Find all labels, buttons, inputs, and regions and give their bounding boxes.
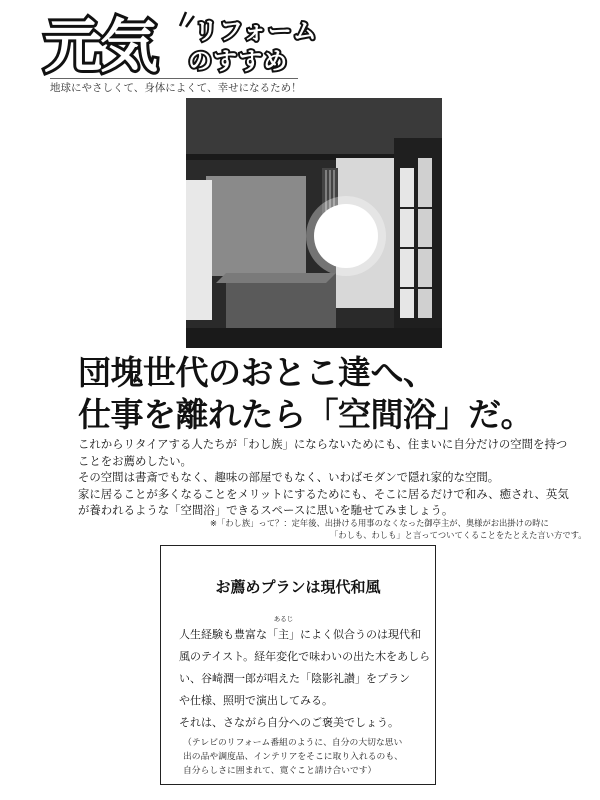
recommendation-box [160,545,436,785]
footnote-line: 「わしも、わしも」と言ってついてくることをたとえた言い方です。 [330,530,587,540]
box-line-text: 」によく似合うのは現代和 [289,628,421,641]
headline [78,352,578,436]
box-body [179,615,431,734]
logo-kanji: 元気 [44,12,157,80]
body-paragraph: その空間は書斎でもなく、趣味の部屋でもなく、いわばモダンで隠れ家的な空間。 [78,470,500,484]
tagline: 地球にやさしくて、身体によくて、幸せになるため！ [50,78,298,95]
box-title: お薦めプランは現代和風 [215,578,381,596]
ruby [273,615,294,646]
headline-line1: 団塊世代のおとこ達へ、 [78,353,436,392]
box-line: い、谷崎潤一郎が唱えた「陰影礼讃」をプラン [179,672,410,685]
room-photo [186,98,442,348]
box-line: や仕様、照明で演出してみる。 [179,694,333,707]
box-line: それは、さながら自分へのご褒美でしょう。 [179,716,399,729]
box-line: 風のテイスト。経年変化で味わいの出た木をあしら [179,650,431,663]
box-note [183,736,423,778]
body-paragraph: これからリタイアする人たちが「わし族」にならないためにも、住まいに自分だけの空間を持つことをお薦めしたい。 [78,437,568,468]
body-paragraph: 家に居ることが多くなることをメリットにするためにも、そこに居るだけで和み、癒され、英気が養われるような「空間浴」できるスペースに思いを馳せてみましょう。 [78,486,569,517]
logo-reform: リフォーム [194,17,318,45]
box-line [179,615,425,646]
box-note-line: （テレビのリフォーム番組のように、自分の大切な思い [183,738,403,748]
footnote [210,517,590,541]
box-note-line: 自分らしさに囲まれて、寛ぐこと請け合いです） [183,766,377,776]
headline-line2: 仕事を離れたら「空間浴」だ。 [78,395,533,434]
footnote-line: ※「わし族」って？：定年後、出掛ける用事のなくなった御亭主が、奥様がお出掛けの時に [210,518,549,528]
ruby-base: 主 [278,628,289,641]
body-text [78,436,578,519]
box-note-line: 出の品や調度品、インテリアをそこに取り入れるのも、 [183,752,403,762]
ruby-reading: あるじ [273,615,294,623]
box-line-text: 人生経験も豊富な「 [179,628,278,641]
logo-susume: のすすめ [188,47,289,75]
